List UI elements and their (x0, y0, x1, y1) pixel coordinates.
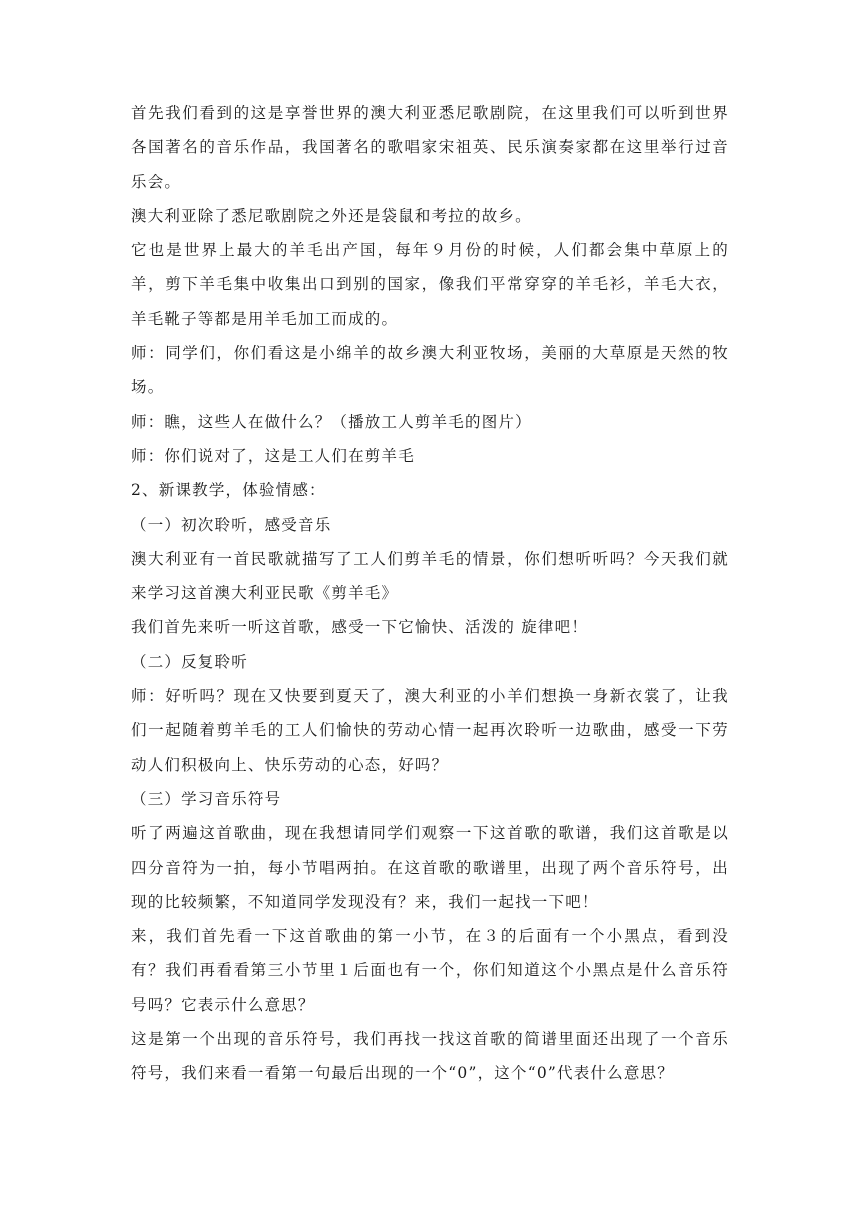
paragraph: 师：你们说对了，这是工人们在剪羊毛 (131, 446, 415, 465)
subsection-heading: （一）初次聆听，感受音乐 (131, 515, 332, 534)
paragraph: 这是第一个出现的音乐符号，我们再找一找这首歌的简谱里面还出现了一个音乐符号，我们来看一看第一句最后出现的一个“0”，这个“0”代表什么意思？ (131, 1030, 729, 1083)
paragraph: 师：瞧，这些人在做什么？（播放工人剪羊毛的图片） (131, 412, 532, 431)
paragraph: 澳大利亚除了悉尼歌剧院之外还是袋鼠和考拉的故乡。 (131, 206, 532, 225)
section-heading: 2、新课教学，体验情感： (131, 481, 326, 500)
paragraph: 师：好听吗？现在又快要到夏天了，澳大利亚的小羊们想换一身新衣裳了，让我们一起随着剪羊毛的工人们愉快的劳动心情一起再次聆听一边歌曲，感受一下劳动人们积极向上、快乐劳动的心态，好吗？ (131, 687, 729, 774)
paragraph: 我们首先来听一听这首歌，感受一下它愉快、活泼的 旋律吧！ (131, 618, 589, 637)
document-body (131, 96, 729, 1091)
paragraph: 来，我们首先看一下这首歌曲的第一小节，在３的后面有一个小黑点，看到没有？我们再看看第三小节里１后面也有一个，你们知道这个小黑点是什么音乐符号吗？它表示什么意思？ (131, 927, 729, 1014)
paragraph: 师：同学们，你们看这是小绵羊的故乡澳大利亚牧场，美丽的大草原是天然的牧场。 (131, 344, 729, 397)
paragraph: 澳大利亚有一首民歌就描写了工人们剪羊毛的情景，你们想听听吗？今天我们就来学习这首澳大利亚民歌《剪羊毛》 (131, 549, 729, 603)
paragraph: 听了两遍这首歌曲，现在我想请同学们观察一下这首歌的歌谱，我们这首歌是以四分音符为一拍，每小节唱两拍。在这首歌的歌谱里，出现了两个音乐符号，出现的比较频繁，不知道同学发现没有？来，我们一起找一下吧！ (131, 824, 729, 911)
paragraph: 首先我们看到的这是享誉世界的澳大利亚悉尼歌剧院，在这里我们可以听到世界各国著名的音乐作品，我国著名的歌唱家宋祖英、民乐演奏家都在这里举行过音乐会。 (131, 104, 729, 191)
paragraph: 它也是世界上最大的羊毛出产国，每年９月份的时候，人们都会集中草原上的羊，剪下羊毛集中收集出口到别的国家，像我们平常穿穿的羊毛衫，羊毛大衣，羊毛靴子等都是用羊毛加工而成的。 (131, 241, 729, 328)
subsection-heading: （二）反复聆听 (131, 652, 248, 671)
subsection-heading: （三）学习音乐符号 (131, 789, 282, 808)
